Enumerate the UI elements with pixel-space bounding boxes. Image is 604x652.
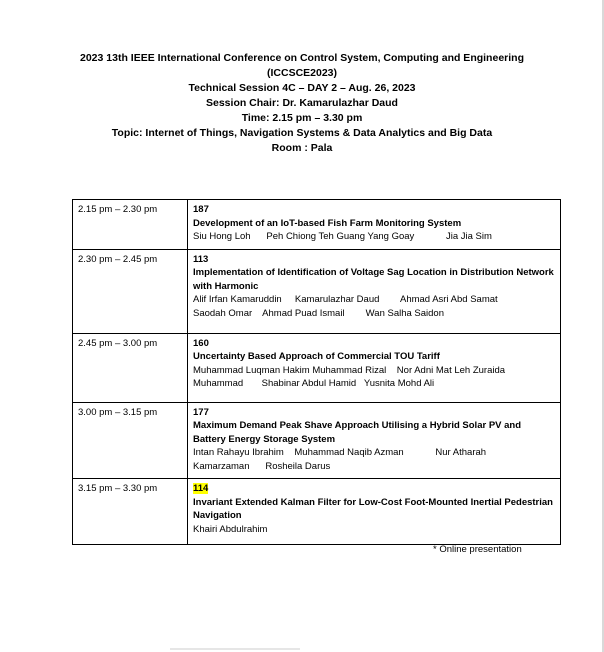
session-chair: Session Chair: Dr. Kamarulazhar Daud [206,97,398,109]
table-row [73,402,561,479]
author-line: Alif Irfan Kamaruddin Kamarulazhar Daud Ahmad Asri Abd Samat [193,294,498,305]
author-line: Intan Rahayu Ibrahim Muhammad Naqib Azman Nur Atharah [193,447,487,458]
paper-title: Maximum Demand Peak Shave Approach Utilising a Hybrid Solar PV and Battery Energy Storage System [193,420,522,445]
paper-id: 177 [193,406,209,418]
table-row [73,333,561,402]
paper-cell [188,200,561,250]
author-line: Khairi Abdulrahim [193,523,268,535]
paper-authors [193,230,555,244]
conference-title: 2023 13th IEEE International Conference on Control System, Computing and Engineering [80,52,524,64]
paper-id-highlighted: 114 [193,483,209,494]
paper-cell [188,333,561,402]
paper-authors [193,293,555,320]
paper-id: 113 [193,253,209,265]
paper-cell [188,402,561,479]
table-row [73,249,561,333]
author-line: Siu Hong Loh Peh Chiong Teh Guang Yang Goay Jia Jia Sim [193,231,492,242]
time-slot: 2.15 pm – 2.30 pm [73,200,188,250]
session-title: Technical Session 4C – DAY 2 – Aug. 26, 2023 [188,82,416,94]
paper-title: Development of an IoT-based Fish Farm Monitoring System [193,217,462,229]
author-line: Saodah Omar Ahmad Puad Ismail Wan Salha Saidon [193,307,445,319]
session-topic: Topic: Internet of Things, Navigation Systems & Data Analytics and Big Data [111,127,493,139]
paper-id: 187 [193,204,209,215]
schedule-table [72,199,561,545]
time-slot: 3.15 pm – 3.30 pm [73,479,188,545]
scan-artifact [170,648,300,650]
session-time: Time: 2.15 pm – 3.30 pm [241,112,363,124]
paper-cell [188,249,561,333]
paper-id: 160 [193,337,209,349]
session-room: Room : Pala [271,142,333,154]
paper-cell [188,479,561,545]
paper-title: Uncertainty Based Approach of Commercial TOU Tariff [193,351,440,362]
conference-acronym: (ICCSCE2023) [266,67,338,79]
table-row [73,200,561,250]
author-line: Kamarzaman Rosheila Darus [193,460,331,472]
table-row [73,479,561,545]
paper-title: Implementation of Identification of Voltage Sag Location in Distribution Network with Harmonic [193,267,554,292]
time-slot: 3.00 pm – 3.15 pm [73,402,188,479]
document-header [0,51,604,156]
author-line: Muhammad Shabinar Abdul Hamid Yusnita Mohd Ali [193,378,435,389]
time-slot: 2.30 pm – 2.45 pm [73,249,188,333]
paper-authors [193,364,555,391]
paper-authors [193,523,555,537]
time-slot: 2.45 pm – 3.00 pm [73,333,188,402]
paper-authors [193,446,555,473]
paper-title: Invariant Extended Kalman Filter for Low-Cost Foot-Mounted Inertial Pedestrian Navigation [193,496,553,521]
online-presentation-note: * Online presentation [433,544,522,555]
author-line: Muhammad Luqman Hakim Muhammad Rizal Nor Adni Mat Leh Zuraida [193,364,506,376]
